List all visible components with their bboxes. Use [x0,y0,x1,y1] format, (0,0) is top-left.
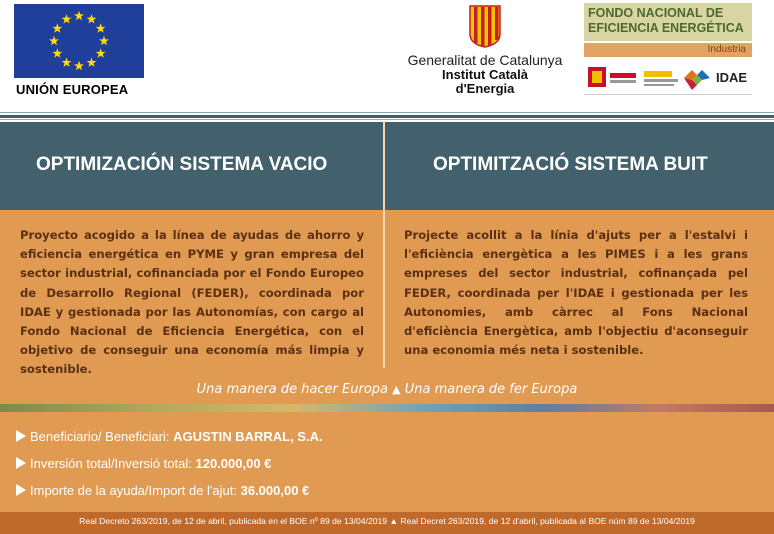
info-row-beneficiary [16,429,323,444]
header-separator-bottom [0,119,774,120]
arrow-right-icon [16,430,26,442]
info-row-grant [16,483,309,498]
eu-star-icon [62,14,72,23]
fnee-title-line2: EFICIENCIA ENERGÉTICA [588,21,744,35]
header-separator-top [0,112,774,113]
slogan-separator-icon: ▲ [392,383,401,396]
eu-star-icon [49,36,59,45]
fnee-logo [584,3,752,95]
gencat-logo [400,4,570,100]
eu-caption: UNIÓN EUROPEA [16,82,129,97]
eu-star-icon [74,11,84,20]
color-stripe [0,404,774,412]
eu-stars-icon [14,4,144,78]
gencat-name: Generalitat de Catalunya [407,52,563,68]
fnee-title-line1: FONDO NACIONAL DE [588,6,724,20]
ministry-emblem-icon [586,63,714,93]
institute-name-2: d'Energia [455,81,515,96]
eu-flag [14,4,144,78]
column-divider [383,122,385,368]
info-value: 120.000,00 € [195,456,272,471]
info-label: Importe de la ayuda/Import de l'ajut: [30,483,237,498]
slogan-spanish: Una manera de hacer Europa [196,382,388,397]
footer-separator-icon: ▲ [389,516,398,526]
info-label: Beneficiario/ Beneficiari: [30,429,170,444]
institute-name-1: Institut Català [442,67,528,82]
eu-star-icon [52,48,62,57]
header-separator-thick [0,115,774,118]
eu-star-icon [96,23,106,32]
eu-star-icon [87,14,97,23]
eu-star-icon [96,48,106,57]
slogan [0,382,774,397]
eu-logo [14,4,146,96]
description-catalan: Projecte acollit a la línia d'ajuts per a l'estalvi i l'eficiència energètica a les PIMES i a les grans empreses del sector industrial, cofinançada pel FEDER, coordinada per l'IDAE i gestionada per les Autonomies, amb càrrec al Fons Nacional d'eficiència Energètica, amb l'objectiu d'aconseguir una economia més neta i sostenible. [404,228,748,358]
senyera-shield-icon [468,4,502,48]
arrow-right-icon [16,457,26,469]
idae-label: IDAE [716,70,748,85]
slogan-catalan: Una manera de fer Europa [404,382,578,397]
info-value: AGUSTIN BARRAL, S.A. [173,429,323,444]
eu-star-icon [74,61,84,70]
title-catalan: OPTIMITZACIÓ SISTEMA BUIT [433,154,708,175]
eu-star-icon [52,23,62,32]
info-row-investment [16,456,271,471]
eu-star-icon [62,57,72,66]
arrow-right-icon [16,484,26,496]
eu-star-icon [87,57,97,66]
fnee-partners [584,61,752,95]
eu-star-icon [99,36,109,45]
fnee-title [584,3,752,41]
info-value: 36.000,00 € [240,483,310,498]
title-spanish: OPTIMIZACIÓN SISTEMA VACIO [36,154,328,175]
fnee-subtitle: Industria [584,43,752,57]
description-spanish: Proyecto acogido a la línea de ayudas de ahorro y eficiencia energética en PYME y gran empresa del sector industrial, cofinanciada por el Fondo Europeo de Desarrollo Regional (FEDER), coordinada por IDAE y gestionada por las Autonomías, con cargo al Fondo Nacional de Eficiencia Energética, con el objetivo de conseguir una economía más limpia y sostenible. [20,228,364,377]
footer-legal [0,516,774,526]
info-label: Inversión total/Inversió total: [30,456,192,471]
footer-spanish: Real Decreto 263/2019, de 12 de abril, publicada en el BOE nº 89 de 13/04/2019 [79,516,388,526]
footer-catalan: Real Decret 263/2019, de 12 d'abril, publicada al BOE núm 89 de 13/04/2019 [400,516,695,526]
